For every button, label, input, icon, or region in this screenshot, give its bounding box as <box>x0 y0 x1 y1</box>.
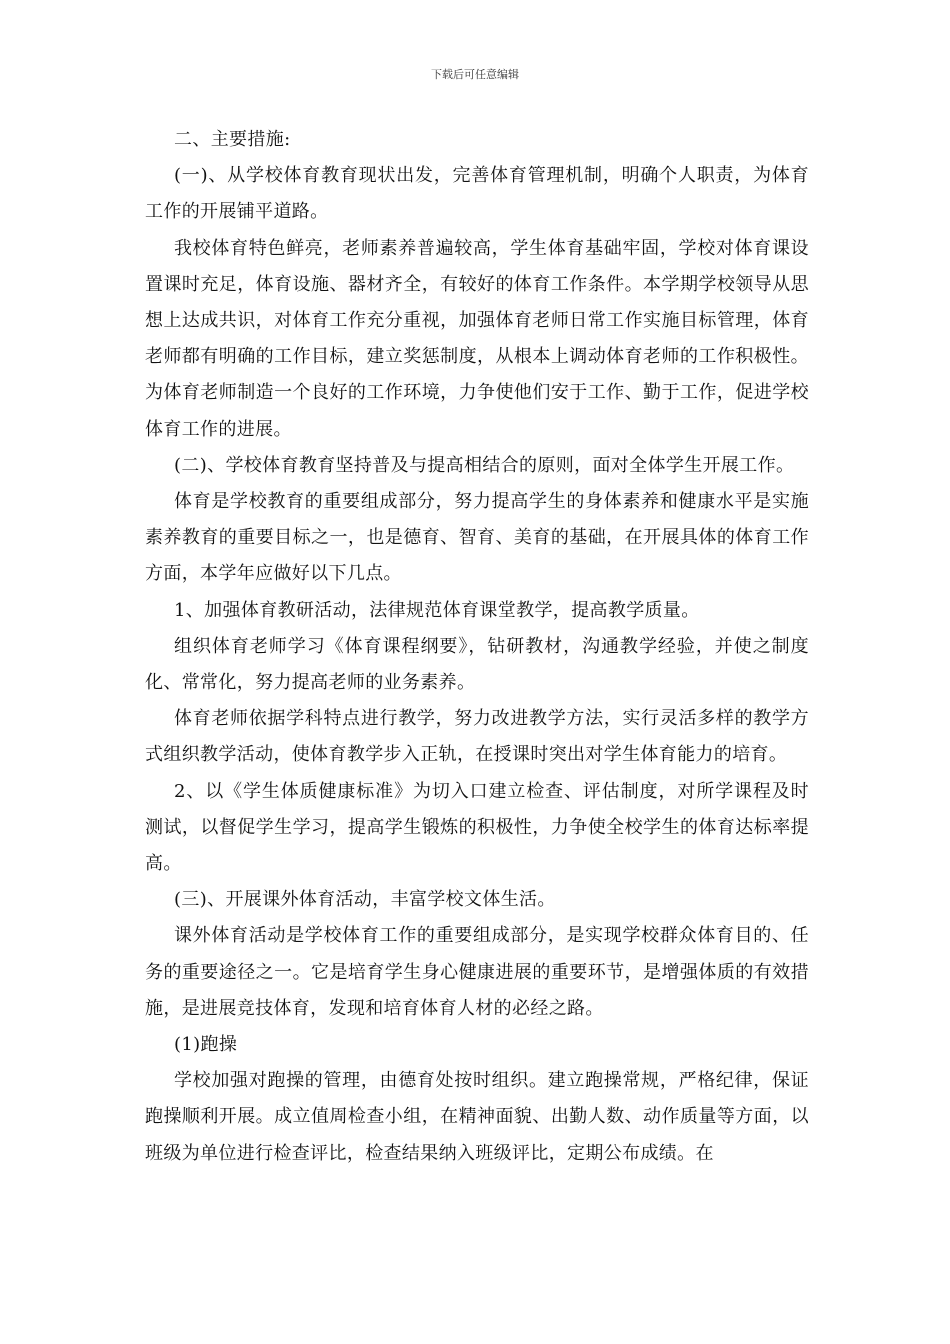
subsection-heading: (三)、开展课外体育活动，丰富学校文体生活。 <box>174 889 556 911</box>
numbered-item: 2、以《学生体质健康标准》为切入口建立检查、评估制度，对所学课程及时测试，以督促学生学习，提高学生锻炼的积极性，力争使全校学生的体育达标率提高。 <box>145 780 809 875</box>
section-heading: 二、主要措施: <box>174 129 291 150</box>
header-note: 下载后可任意编辑 <box>431 68 519 81</box>
paragraph: 我校体育特色鲜亮，老师素养普遍较高，学生体育基础牢固，学校对体育课设置课时充足，体育设施、器材齐全，有较好的体育工作条件。本学期学校领导从思想上达成共识，对体育工作充分重视，加强体育老师日常工作实施目标管理，体育老师都有明确的工作目标，建立奖惩制度，从根本上调动体育老师的工作积极性。为体育老师制造一个良好的工作环境，力争使他们安于工作、勤于工作，促进学校体育工作的进展。 <box>145 237 809 440</box>
subsection-heading: (一)、从学校体育教育现状出发，完善体育管理机制，明确个人职责，为体育工作的开展铺平道路。 <box>145 165 809 223</box>
document-body <box>145 122 809 1172</box>
subsection-heading: (二)、学校体育教育坚持普及与提高相结合的原则，面对全体学生开展工作。 <box>174 454 795 476</box>
paragraph: 体育是学校教育的重要组成部分，努力提高学生的身体素养和健康水平是实施素养教育的重要目标之一，也是德育、智育、美育的基础，在开展具体的体育工作方面，本学年应做好以下几点。 <box>145 491 809 585</box>
numbered-item: 1、加强体育教研活动，法律规范体育课堂教学，提高教学质量。 <box>174 599 700 621</box>
paragraph: 学校加强对跑操的管理，由德育处按时组织。建立跑操常规，严格纪律，保证跑操顺利开展。成立值周检查小组，在精神面貌、出勤人数、动作质量等方面，以班级为单位进行检查评比，检查结果纳入班级评比，定期公布成绩。在 <box>145 1070 809 1164</box>
paragraph: 组织体育老师学习《体育课程纲要》，钻研教材，沟通教学经验，并使之制度化、常常化，努力提高老师的业务素养。 <box>145 635 809 694</box>
paragraph: 课外体育活动是学校体育工作的重要组成部分，是实现学校群众体育目的、任务的重要途径之一。它是培育学生身心健康进展的重要环节，是增强体质的有效措施，是进展竞技体育，发现和培育体育人材的必经之路。 <box>145 925 809 1019</box>
numbered-item: (1)跑操 <box>174 1034 238 1056</box>
paragraph: 体育老师依据学科特点进行教学，努力改进教学方法，实行灵活多样的教学方式组织教学活动，使体育教学步入正轨，在授课时突出对学生体育能力的培育。 <box>145 708 809 766</box>
